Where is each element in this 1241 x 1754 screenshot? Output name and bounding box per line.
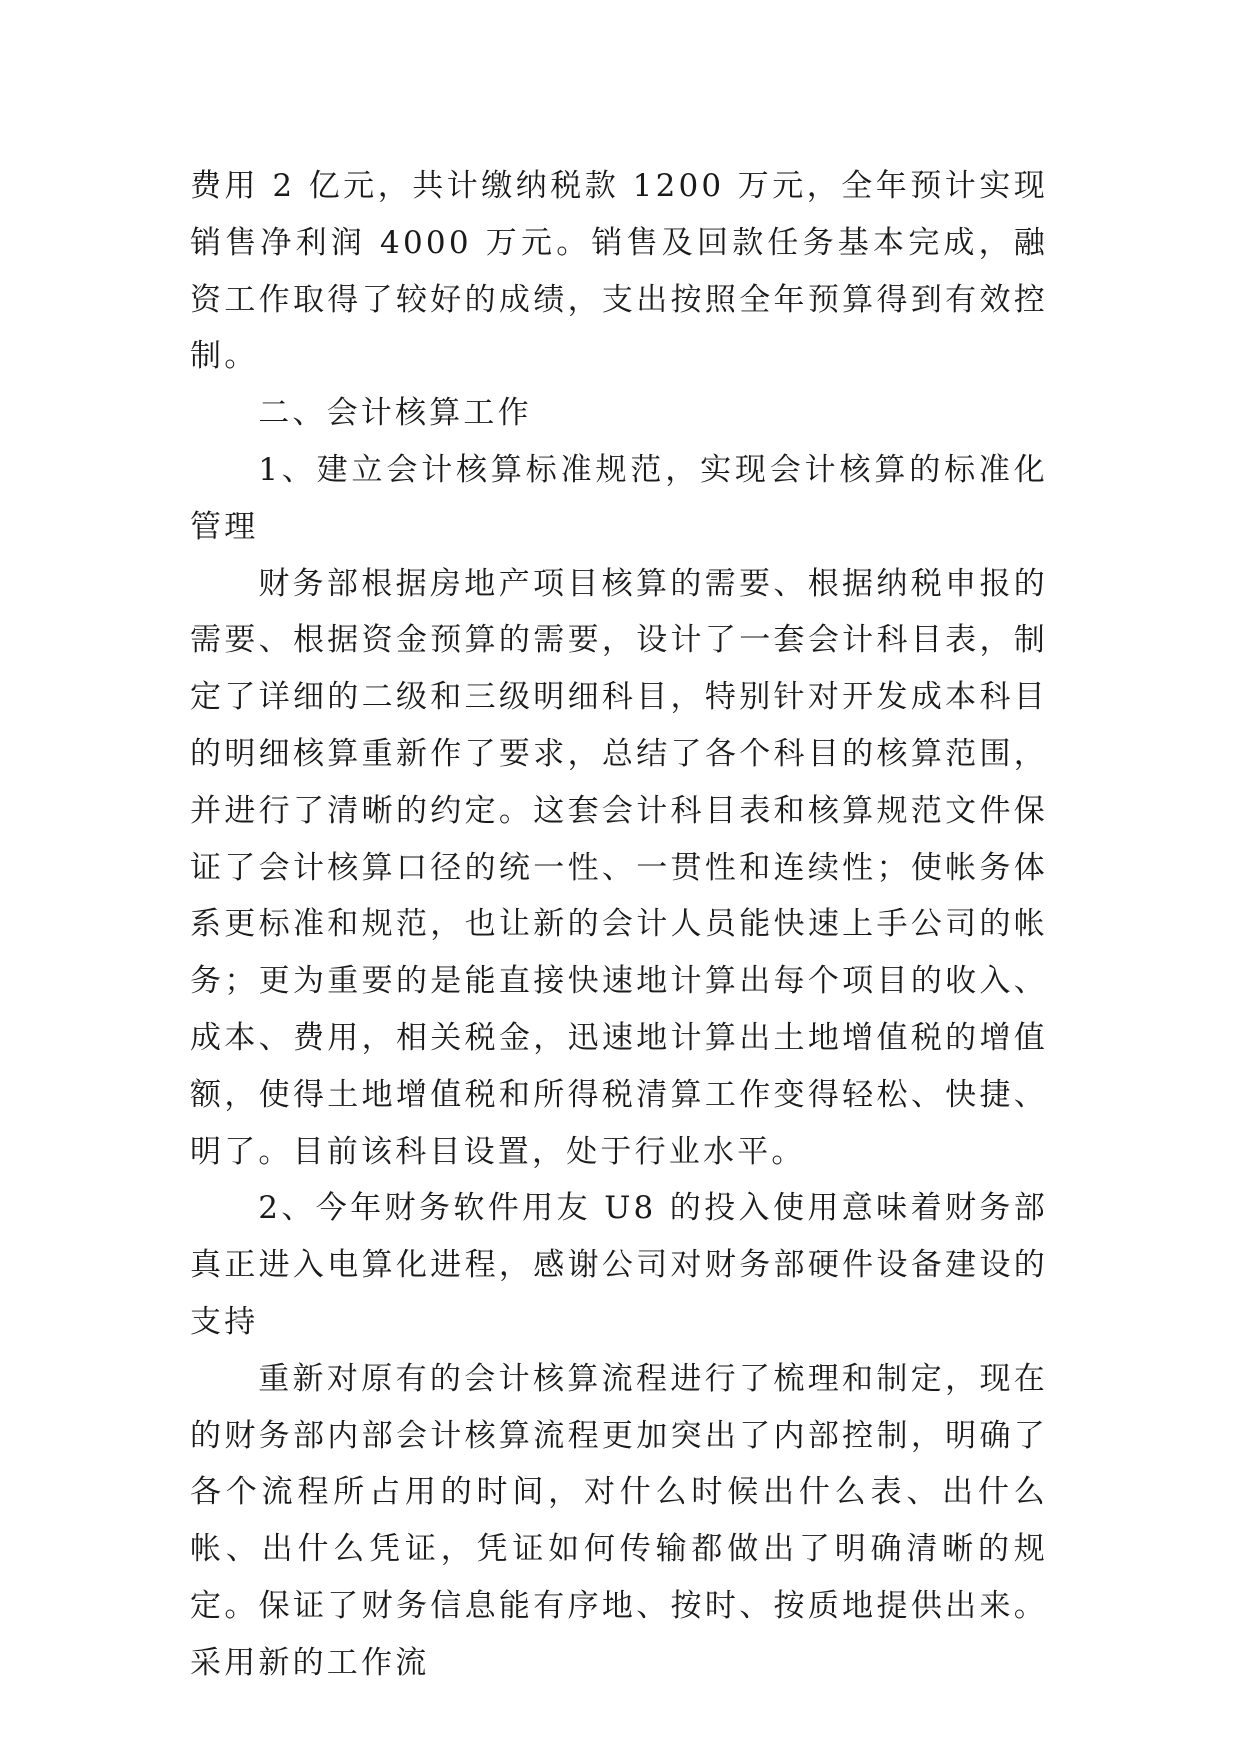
subheading-standardization: 1、建立会计核算标准规范，实现会计核算的标准化管理	[190, 451, 1048, 545]
section-heading-accounting: 二、会计核算工作	[258, 395, 532, 432]
paragraph-expense-summary: 费用 2 亿元，共计缴纳税款 1200 万元，全年预计实现销售净利润 4000 万元。销售及回款任务基本完成，融资工作取得了较好的成绩，支出按照全年预算得到有效控制。	[190, 168, 1048, 375]
subheading-u8-software: 2、今年财务软件用友 U8 的投入使用意味着财务部真正进入电算化进程，感谢公司对财务部硬件设备建设的支持	[190, 1190, 1048, 1340]
paragraph-chart-of-accounts: 财务部根据房地产项目核算的需要、根据纳税申报的需要、根据资金预算的需要，设计了一套会计科目表，制定了详细的二级和三级明细科目，特别针对开发成本科目的明细核算重新作了要求，总结了各个科目的核算范围，并进行了清晰的约定。这套会计科目表和核算规范文件保证了会计核算口径的统一性、一贯性和连续性；使帐务体系更标准和规范，也让新的会计人员能快速上手公司的帐务；更为重要的是能直接快速地计算出每个项目的收入、成本、费用，相关税金，迅速地计算出土地增值税的增值额，使得土地增值税和所得税清算工作变得轻松、快捷、明了。目前该科目设置，处于行业水平。	[190, 565, 1048, 1170]
document-body	[190, 158, 1048, 1692]
paragraph-process-workflow: 重新对原有的会计核算流程进行了梳理和制定，现在的财务部内部会计核算流程更加突出了内部控制，明确了各个流程所占用的时间，对什么时候出什么表、出什么帐、出什么凭证，凭证如何传输都做出了明确清晰的规定。保证了财务信息能有序地、按时、按质地提供出来。采用新的工作流	[190, 1360, 1048, 1681]
